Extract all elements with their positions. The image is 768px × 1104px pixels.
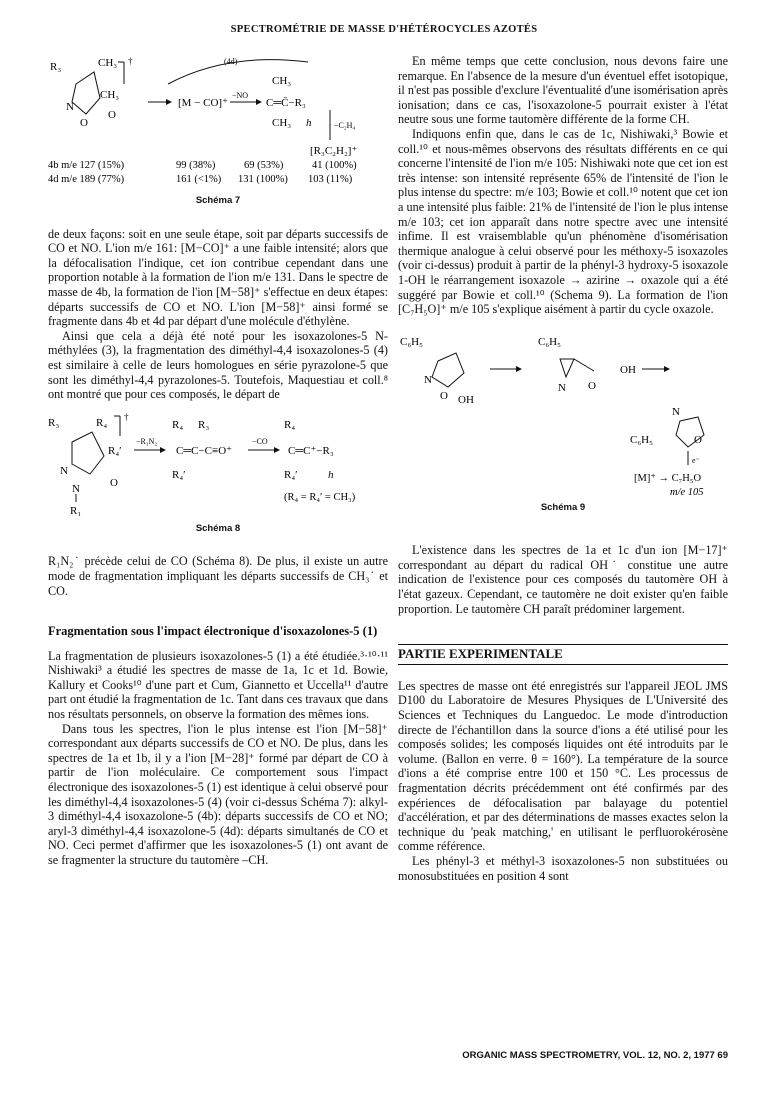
scheme-7-no-label: −NO xyxy=(232,91,249,100)
svg-text:e⁻: e⁻ xyxy=(692,455,700,465)
svg-text:N: N xyxy=(424,373,432,386)
scheme-7-4d-c2: 161 (<1%) xyxy=(176,174,222,185)
svg-text:C═C−C≡O⁺: C═C−C≡O⁺ xyxy=(176,444,232,457)
left-paragraph-4: La fragmentation de plusieurs isoxazolones-5 (1) a été étudiée.³·¹⁰·¹¹ Nishiwaki³ a étudié les spectres de masse de 1a, 1c et 1d. Bowie, Kallury et Cooks¹⁰ d'une part et Cum, Giannetto et Uccella¹¹ d'autre part ont étudié la fragmentation de 1c. Tant dans ces travaux que dans nos résultats personnels, on observe la formation des mêmes ions. xyxy=(48,648,388,722)
svg-text:OH: OH xyxy=(458,393,474,406)
svg-text:R₄: R₄ xyxy=(284,418,296,431)
svg-text:R₁: R₁ xyxy=(70,504,82,517)
right-paragraph-5: Les phényl-3 et méthyl-3 isoxazolones-5 non substituées ou monosubstituées en position 4 sont xyxy=(398,853,728,883)
scheme-9 xyxy=(398,329,728,501)
scheme-8-caption: Schéma 8 xyxy=(195,522,241,534)
svg-text:N: N xyxy=(72,482,80,495)
left-paragraph-3: R₁N₂˙ précède celui de CO (Schéma 8). De plus, il existe un autre mode de fragmentation impliquant les départs successifs de CH₃˙ et CO. xyxy=(48,554,388,598)
svg-text:CH₃: CH₃ xyxy=(100,89,120,101)
scheme-8-step2: −CO xyxy=(252,436,268,446)
right-paragraph-3: L'existence dans les spectres de 1a et 1c d'un ion [M−17]⁺ correspondant au départ du radical OH˙ constitue une autre indication de l'existence pour ces composés du tautomère OH à l'état gazeux. Cependant, ce tautomère ne doit exister qu'en faible proportion. Le tautomère CH paraît prédominer largement. xyxy=(398,543,728,616)
svg-text:R₃: R₃ xyxy=(50,61,62,73)
scheme-7-diagram xyxy=(48,54,388,190)
scheme-7-4b-c2: 99 (38%) xyxy=(176,160,216,171)
svg-text:R₃: R₃ xyxy=(198,418,210,431)
svg-text:O: O xyxy=(588,379,596,392)
experimental-section-title: PARTIE EXPERIMENTALE xyxy=(398,644,728,665)
right-paragraph-2: Indiquons enfin que, dans le cas de 1c, Nishiwaki,³ Bowie et coll.¹⁰ et nous-mêmes observons des résultats différents en ce qui concerne l'intensité de l'ion m/e 105: Nishiwaki note que cet ion est très intense: son intensité représente 65% de l'intensité de l'ion le plus intense du spectre: m/e 103; Bowie et coll.¹⁰ notent que cet ion a une intensité plus faible: 21% de l'intensité de l'ion le plus intense m/e 103; cet ion apparaît dans notre spectre avec une intensité infime. Il est vraisemblable qu'un phénomène d'isomérisation thermique analogue à celui observé pour les méthoxy-5 isoxazoles (voir ci-dessus) produit à partir de la phényl-3 hydroxy-5 isoxazole 1-OH le réarrangement isoxazole → azirine → oxazole qui a été suggéré par Bowie et coll.¹⁰ (Schema 9). La formation de l'ion [C₇H₅O]⁺ m/e 105 s'explique aisément à partir du cycle oxazole. xyxy=(398,126,728,317)
svg-text:N: N xyxy=(60,464,68,477)
svg-text:OH: OH xyxy=(620,363,636,376)
svg-text:O: O xyxy=(440,389,448,402)
svg-text:N: N xyxy=(558,381,566,394)
svg-text:h: h xyxy=(328,468,334,481)
scheme-9-ph-1: C₆H₅ xyxy=(400,335,423,348)
scheme-7-arrow-label: (4d) xyxy=(224,57,238,66)
svg-text:R₄′: R₄′ xyxy=(108,444,122,457)
scheme-9-mz: m/e 105 xyxy=(670,486,704,498)
svg-text:O: O xyxy=(108,109,116,121)
scheme-9-caption: Schéma 9 xyxy=(540,501,586,513)
svg-text:CH₃: CH₃ xyxy=(98,57,118,69)
right-column xyxy=(398,54,728,883)
left-paragraph-1: de deux façons: soit en une seule étape, soit par départs successifs de CO et NO. L'ion m/e 161: [M−CO]⁺ a une faible intensité; alors que la défocalisation l'indique, cet ion contribue cependant dans une proportion notable à la formation de l'ion m/e 131. Dans le spectre de masse de 4b, la formation de l'ion [M−58]⁺ s'effectue en deux étapes: départs successifs de CO et NO. L'ion [M−58]⁺ ainsi formé se fragmente dans 4b et 4d par départ d'une molécule d'éthylène. xyxy=(48,226,388,329)
svg-text:R₄: R₄ xyxy=(96,416,108,429)
svg-text:R₄: R₄ xyxy=(172,418,184,431)
scheme-7-c2h4-label: −C₂H₄ xyxy=(334,121,356,130)
svg-text:C═C⁺−R₃: C═C⁺−R₃ xyxy=(288,444,334,457)
svg-text:N: N xyxy=(672,405,680,418)
scheme-8-step1: −R₁N₂ xyxy=(136,436,158,446)
scheme-7-4b-c1: 4b m/e 127 (15%) xyxy=(48,160,125,171)
page-footer: ORGANIC MASS SPECTROMETRY, VOL. 12, NO. 2, 1977 69 xyxy=(462,1050,728,1061)
scheme-7-4d-c3: 131 (100%) xyxy=(238,174,288,185)
scheme-9-ion: [M]⁺ → C₇H₅O xyxy=(634,472,702,484)
scheme-9-ph-3: C₆H₅ xyxy=(630,433,653,446)
svg-text:N: N xyxy=(66,101,74,113)
section-title: Fragmentation sous l'impact électronique d'isoxazolones-5 (1) xyxy=(48,624,378,639)
svg-text:†: † xyxy=(128,56,133,66)
svg-text:R₄′: R₄′ xyxy=(172,468,186,481)
svg-text:O: O xyxy=(80,117,88,129)
scheme-7-ion-r3c2h2: [R₃C₂H₂]⁺ xyxy=(310,145,358,157)
scheme-7-4d-c4: 103 (11%) xyxy=(308,174,353,185)
scheme-9-ph-2: C₆H₅ xyxy=(538,335,561,348)
scheme-9-diagram xyxy=(398,329,728,501)
svg-text:O: O xyxy=(694,433,702,446)
svg-text:†: † xyxy=(124,411,129,422)
left-paragraph-2: Ainsi que cela a déjà été noté pour les isoxazolones-5 N-méthylées (3), la fragmentation des diméthyl-4,4 isoxazolones-5 (4) est similaire à celle de leurs homologues en série pyrazolone-5 que sont les diméthyl-4,4 pyrazolones-5. Toutefois, Maquestiau et coll.⁸ ont montré que pour ces composés, le départ de xyxy=(48,328,388,402)
left-column xyxy=(48,54,388,868)
svg-text:C═C̄−R₃: C═C̄−R₃ xyxy=(266,97,306,109)
scheme-7-4b-c4: 41 (100%) xyxy=(312,160,357,171)
svg-text:CH₃: CH₃ xyxy=(272,117,292,129)
scheme-7-4d-c1: 4d m/e 189 (77%) xyxy=(48,174,125,185)
scheme-8-condition: (R₄ = R₄′ = CH₃) xyxy=(284,491,356,503)
scheme-7-ion-m-co: [M − CO]⁺ xyxy=(178,97,228,109)
scheme-7 xyxy=(48,54,388,190)
running-header: SPECTROMÉTRIE DE MASSE D'HÉTÉROCYCLES AZOTÉS xyxy=(230,24,538,35)
scheme-7-4b-c3: 69 (53%) xyxy=(244,160,284,171)
svg-text:CH₃: CH₃ xyxy=(272,75,292,87)
svg-text:R₃: R₃ xyxy=(48,416,60,429)
scheme-8-diagram xyxy=(48,412,388,520)
right-paragraph-4: Les spectres de masse ont été enregistrés sur l'appareil JEOL JMS D100 du Laboratoire de Mesures Physiques de L'Université des Sciences et Techniques du Languedoc. Le mode d'introduction directe de l'échantillon dans la source d'ions a été utilisé pour les composés solides; les composés liquides ont été introduits par le volume. (Ballon en verre. θ = 160°). La température de la source d'ions a été comprise entre 100 et 150 °C. Les processus de fragmentation décrits précédemment ont été confirmés par des expériences de défocalisation par balayage du potentiel d'accélération, et par des déterminations de masses exactes selon la technique du 'peak matching,' en utilisant le perfluorokérosène comme référence. xyxy=(398,678,728,854)
left-paragraph-5: Dans tous les spectres, l'ion le plus intense est l'ion [M−58]⁺ correspondant aux départs successifs de CO et NO. De plus, dans les spectres de 1a et 1b, il y a l'ion [M−28]⁺ formé par départ de CO à partir de l'ion moléculaire. Ce comportement sous l'impact électronique des isoxazolones-5 (1) est identique à celui observé pour les diméthyl-4,4 isoxazolones-5 (4) (voir ci-dessus Schéma 7): alkyl-3 diméthyl-4,4 isoxazolone-5 (4b): départs successifs de CO et NO; aryl-3 diméthyl-4,4 isoxazolone-5 (4d): départs simultanés de CO et NO. Ceci permet d'affirmer que les isoxazolones-5 (1) ont avant de se fragmenter la structure du tautomère –CH. xyxy=(48,721,388,867)
svg-text:R₄′: R₄′ xyxy=(284,468,298,481)
scheme-7-caption: Schéma 7 xyxy=(195,195,241,206)
svg-text:O: O xyxy=(110,476,118,489)
right-paragraph-1: En même temps que cette conclusion, nous devons faire une remarque. En l'absence de la mesure d'un éventuel effet isotopique, il n'est pas possible d'exclure l'éventualité d'une isomérisation après ionisation; dans ce cas, l'isoxazolone-5 pourrait exister à l'état neutre sous une forme tautomère différente de la forme CH. xyxy=(398,54,728,127)
svg-text:h: h xyxy=(306,117,312,129)
scheme-8 xyxy=(48,412,388,520)
